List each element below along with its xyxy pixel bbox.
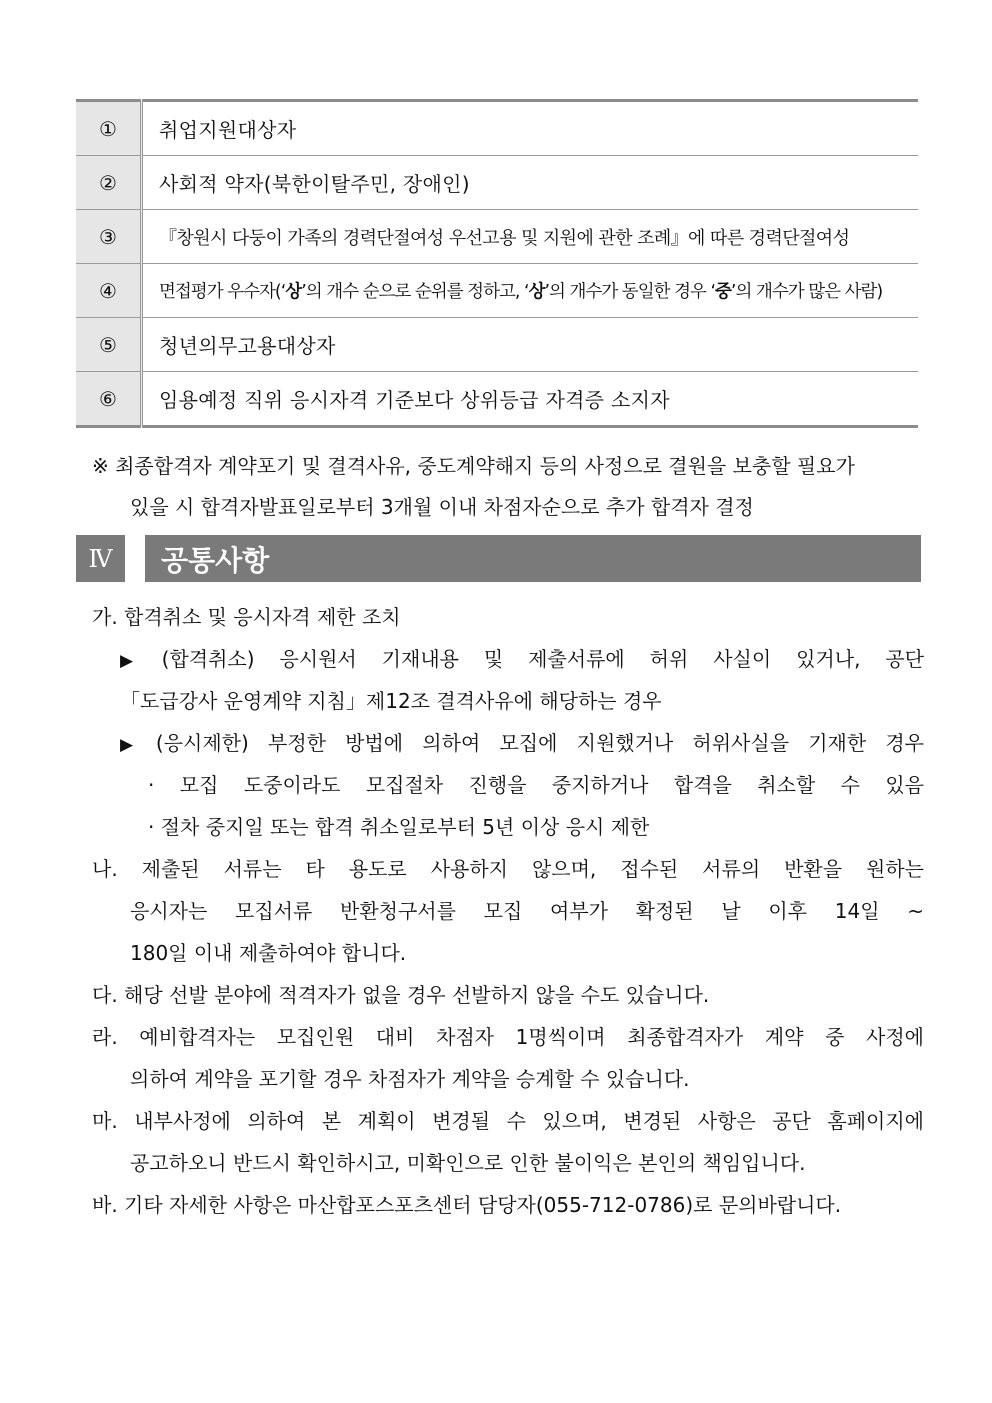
triangle-bullet-icon: ▶	[120, 735, 146, 755]
row-text: 청년의무고용대상자	[142, 318, 919, 372]
row-number: ⑥	[76, 372, 142, 427]
row-text-bold: 상	[528, 282, 545, 302]
list-item-text: (응시제한) 부정한 방법에 의하여 모집에 지원했거나 허위사실을 기재한 경우	[155, 731, 924, 755]
list-item: 나. 제출된 서류는 타 용도로 사용하지 않으며, 접수된 서류의 반환을 원하는	[92, 857, 924, 881]
row-number: ⑤	[76, 318, 142, 372]
list-item	[92, 638, 924, 680]
list-item: 라. 예비합격자는 모집인원 대비 차점자 1명씩이며 최종합격자가 계약 중 사정에	[92, 1025, 924, 1049]
list-item: 「도급강사 운영계약 지침」제12조 결격사유에 해당하는 경우	[120, 689, 662, 713]
row-text: 임용예정 직위 응시자격 기준보다 상위등급 자격증 소지자	[159, 388, 670, 412]
table-row	[76, 264, 918, 318]
note	[92, 446, 922, 528]
row-number: ④	[76, 264, 142, 318]
list-item: 가. 합격취소 및 응시자격 제한 조치	[92, 605, 401, 629]
row-text-part: ’의 개수가 많은 사람)	[730, 282, 883, 302]
list-item: · 절차 중지일 또는 합격 취소일로부터 5년 이상 응시 제한	[148, 815, 650, 839]
list-item: 응시자는 모집서류 반환청구서를 모집 여부가 확정된 날 이후 14일 ~	[130, 899, 924, 923]
table-row	[76, 156, 918, 210]
row-number: ②	[76, 156, 142, 210]
row-text: 취업지원대상자	[142, 101, 919, 156]
section-number: Ⅳ	[76, 535, 125, 582]
row-text: 『창원시 다둥이 가족의 경력단절여성 우선고용 및 지원에 관한 조례』에 따른 경력단절여성	[142, 210, 919, 264]
row-text-part: ’의 개수 순으로 순위를 정하고, ‘	[301, 282, 529, 302]
row-text-bold: 상	[285, 282, 302, 302]
list-item: 바. 기타 자세한 사항은 마산합포스포츠센터 담당자(055-712-0786)로 문의바랍니다.	[92, 1193, 842, 1217]
table-row	[76, 210, 918, 264]
table-row	[76, 318, 918, 372]
row-number: ③	[76, 210, 142, 264]
row-text-bold: 중	[715, 282, 731, 302]
note-line: 있을 시 합격자발표일로부터 3개월 이내 차점자순으로 추가 합격자 결정	[130, 495, 754, 519]
list-item: 다. 해당 선발 분야에 적격자가 없을 경우 선발하지 않을 수도 있습니다.	[92, 983, 710, 1007]
list-item: 마. 내부사정에 의하여 본 계획이 변경될 수 있으며, 변경된 사항은 공단 홈페이지에	[92, 1109, 924, 1133]
list-item: · 모집 도중이라도 모집절차 진행을 중지하거나 합격을 취소할 수 있음	[148, 773, 924, 797]
list-item: 공고하오니 반드시 확인하시고, 미확인으로 인한 불이익은 본인의 책임입니다.	[130, 1151, 806, 1175]
row-text-part: 면접평가 우수자(‘	[159, 282, 286, 302]
row-text	[142, 264, 919, 318]
priority-table	[76, 99, 918, 428]
row-number: ①	[76, 101, 142, 156]
table-row	[76, 372, 918, 427]
list-item: 의하여 계약을 포기할 경우 차점자가 계약을 승계할 수 있습니다.	[130, 1067, 690, 1091]
list-item: 180일 이내 제출하여야 합니다.	[130, 941, 407, 965]
list-item-text: (합격취소) 응시원서 기재내용 및 제출서류에 허위 사실이 있거나, 공단	[161, 647, 924, 671]
row-text-part: ’의 개수가 동일한 경우 ‘	[544, 282, 716, 302]
common-items	[92, 596, 924, 1226]
note-line: ※ 최종합격자 계약포기 및 결격사유, 중도계약해지 등의 사정으로 결원을 보충할 필요가	[92, 454, 855, 478]
triangle-bullet-icon: ▶	[120, 651, 152, 671]
section-title: 공통사항	[145, 535, 921, 582]
list-item	[92, 722, 924, 764]
row-text: 사회적 약자(북한이탈주민, 장애인)	[142, 156, 919, 210]
table-row	[76, 101, 918, 156]
